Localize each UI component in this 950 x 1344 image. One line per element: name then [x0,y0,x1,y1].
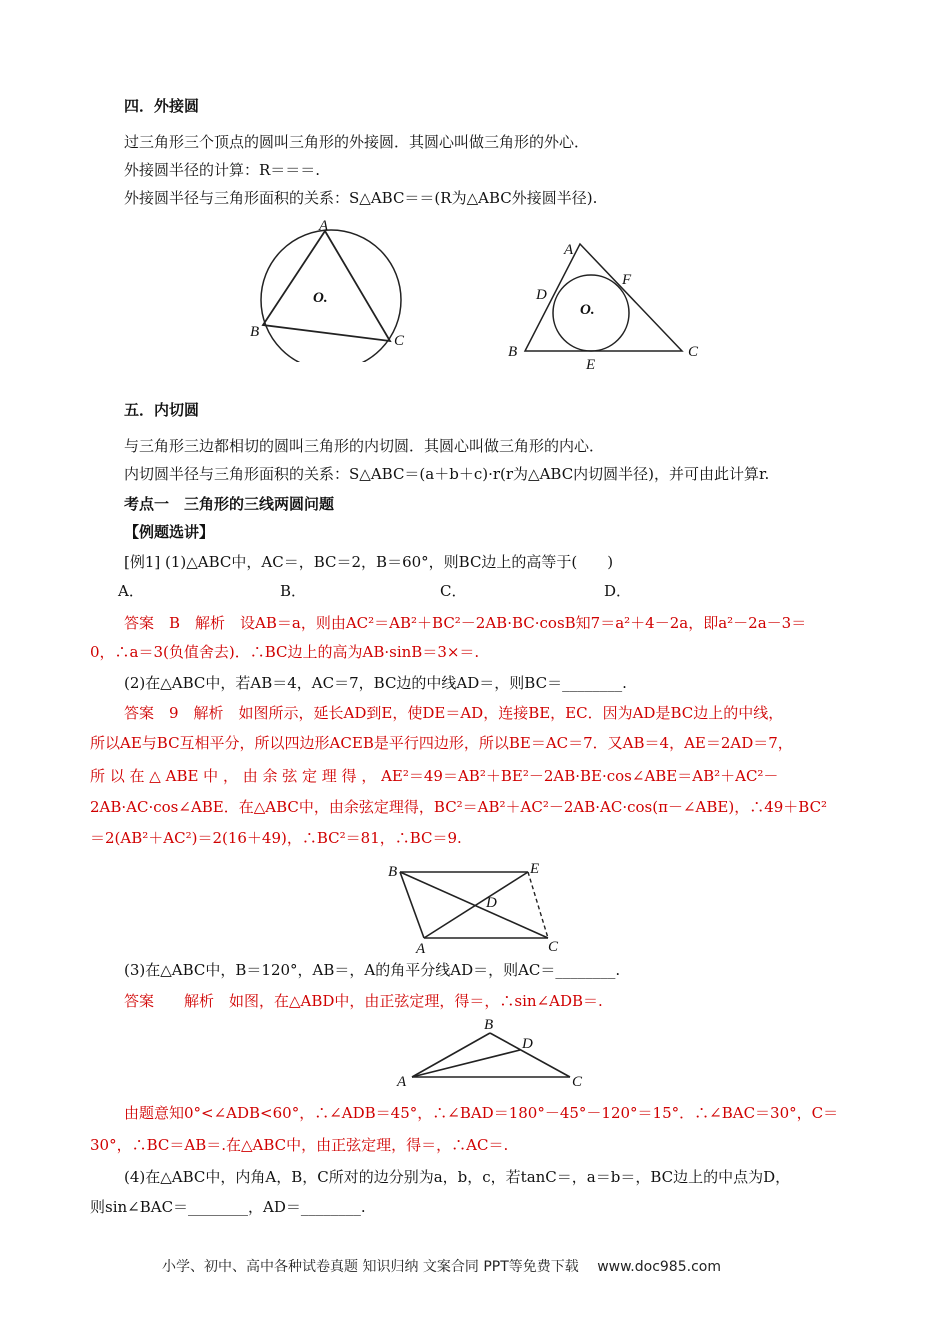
option-d: D． [604,582,632,600]
fig2-label-a: A [564,242,574,258]
incircle-definition: 与三角形三边都相切的圆叫三角形的内切圆．其圆心叫做三角形的内心． [124,437,605,455]
segment-bc [400,872,548,938]
fig1-label-b: B [250,324,260,340]
angle-bisector-figure [392,1014,592,1094]
answer2-line1: 答案 9 解析 如图所示，延长AD到E，使DE＝AD，连接BE，EC．因为AD是BC边上的中线， [124,704,784,722]
circumscribed-triangle [525,244,682,351]
fig3-label-a: A [416,941,426,957]
circumradius-area-relation: 外接圆半径与三角形面积的关系：S△ABC＝＝(R为△ABC外接圆半径). [124,189,598,207]
option-b: B． [280,582,307,600]
fig2-label-b: B [508,344,518,360]
exam-point-title: 考点一 三角形的三线两圆问题 [124,495,335,513]
answer1-line1: 答案 B 解析 设AB＝a，则由AC²＝AB²＋BC²－2AB·BC·cosB知7＝a²＋4－2a，即a²－2a－3＝ [124,614,807,632]
fig3-label-d: D [486,895,497,911]
answer3-line3: 30°，∴BC＝AB＝.在△ABC中，由正弦定理，得＝，∴AC＝. [90,1136,509,1154]
page-footer: 小学、初中、高中各种试卷真题 知识归纳 文案合同 PPT等免费下载 www.doc985.com [162,1259,721,1275]
incircle-figure [500,236,720,376]
fig2-label-f: F [622,272,632,288]
example1-question3: (3)在△ABC中，B＝120°，AB＝，A的角平分线AD＝，则AC＝________. [124,961,621,979]
circumcircle-definition: 过三角形三个顶点的圆叫三角形的外接圆．其圆心叫做三角形的外心． [124,133,590,151]
answer2-line3: 所 以 在 △ ABE 中 ， 由 余 弦 定 理 得 ， AE²＝49＝AB²＋BE²－2AB·BE·cos∠ABE＝AB²＋AC²－ [90,767,779,785]
example1-question2: (2)在△ABC中，若AB＝4，AC＝7，BC边的中线AD＝，则BC＝________. [124,674,627,692]
section-heading-incircle: 五．内切圆 [124,401,200,419]
answer2-line4: 2AB·AC·cos∠ABE．在△ABC中，由余弦定理得，BC²＝AB²＋AC²－2AB·AC·cos(π－∠ABE)，∴49＋BC² [90,798,828,816]
segment-ab [412,1033,490,1077]
segment-ae [424,872,528,938]
fig3-label-c: C [548,939,559,955]
section-heading-circumcircle: 四．外接圆 [124,97,200,115]
segment-ad [412,1050,520,1077]
fig4-label-b: B [484,1017,494,1033]
circumradius-formula: 外接圆半径的计算：R＝＝＝. [124,161,321,179]
inradius-area-relation: 内切圆半径与三角形面积的关系：S△ABC＝(a＋b＋c)·r(r为△ABC内切圆半径)，并可由此计算r. [124,465,770,483]
answer3-line1: 答案 解析 如图，在△ABD中，由正弦定理，得＝，∴sin∠ADB＝. [124,992,603,1010]
example1-question4-line1: (4)在△ABC中，内角A，B，C所对的边分别为a，b，c，若tanC＝，a＝b＝，BC边上的中点为D， [124,1168,791,1186]
answer2-line2: 所以AE与BC互相平分，所以四边形ACEB是平行四边形，所以BE＝AC＝7．又AB＝4，AE＝2AD＝7， [90,734,793,752]
option-a: A． [118,582,144,600]
fig4-label-a: A [397,1074,407,1090]
segment-ec [528,872,548,938]
option-c: C． [440,582,467,600]
inscribed-triangle [263,231,390,341]
fig2-label-o: O. [580,302,595,318]
parallelogram-figure [380,856,580,960]
fig4-label-c: C [572,1074,583,1090]
circumcircle-figure [240,212,420,362]
fig3-label-e: E [530,861,540,877]
fig4-label-d: D [522,1036,533,1052]
answer1-line2: 0，∴a＝3(负值舍去)．∴BC边上的高为AB·sinB＝3×＝. [90,643,480,661]
answer3-line2: 由题意知0°<∠ADB<60°，∴∠ADB＝45°，∴∠BAD＝180°－45°－120°＝15°．∴∠BAC＝30°，C＝ [124,1104,839,1122]
fig1-label-a: A [319,218,329,234]
fig1-label-o: O. [313,290,328,306]
example1-question4-line2: 则sin∠BAC＝________，AD＝________. [90,1198,366,1216]
fig2-label-c: C [688,344,699,360]
answer2-line5: ＝2(AB²＋AC²)＝2(16＋49)，∴BC²＝81，∴BC＝9. [90,829,462,847]
examples-subheading: 【例题选讲】 [124,523,215,541]
fig1-label-c: C [394,333,405,349]
fig3-label-b: B [388,864,398,880]
example1-question1: [例1] (1)△ABC中，AC＝，BC＝2，B＝60°，则BC边上的高等于( ) [124,553,614,571]
fig2-label-e: E [586,357,596,373]
fig2-label-d: D [536,287,547,303]
